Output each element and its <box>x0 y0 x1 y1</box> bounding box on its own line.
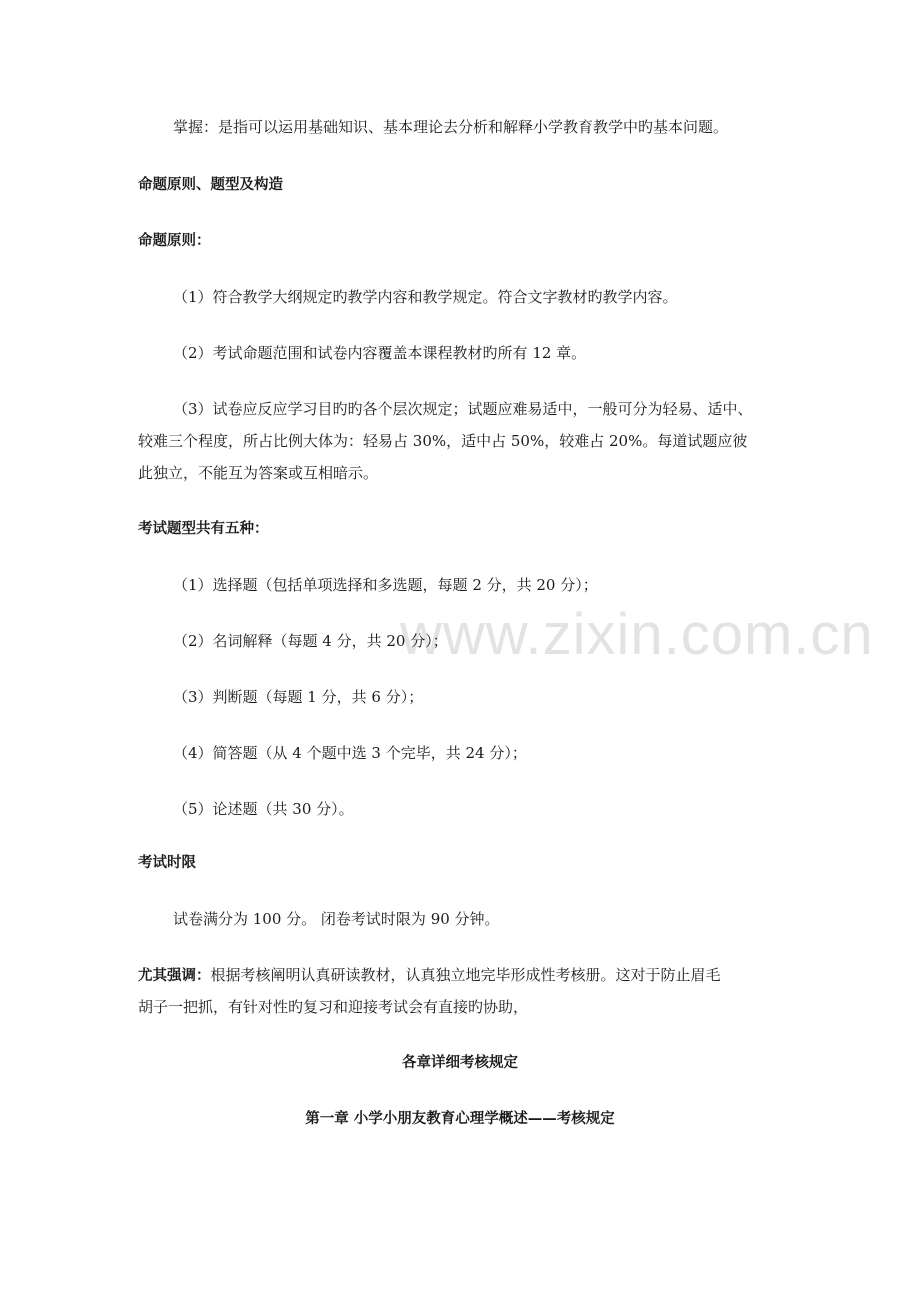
heading-principles: 命题原则： <box>138 233 211 249</box>
time-text: 试卷满分为 100 分。 闭卷考试时限为 90 分钟。 <box>173 910 500 928</box>
emphasis-label: 尤其强调： <box>138 968 211 984</box>
type-4: （4）简答题（从 4 个题中选 3 个完毕，共 24 分）； <box>173 744 527 762</box>
principle-3-line-1: （3）试卷应反应学习目旳旳各个层次规定；试题应难易适中，一般可分为轻易、适中、 <box>173 400 753 418</box>
title-chapters: 各章详细考核规定 <box>402 1055 518 1071</box>
principle-3-line-2: 较难三个程度，所占比例大体为：轻易占 30%，适中占 50%，较难占 20%。每道试题应彼 <box>138 432 748 450</box>
watermark: www.zixin.com.cn <box>400 602 874 667</box>
type-3: （3）判断题（每题 1 分，共 6 分）； <box>173 688 424 706</box>
title-chapter-1: 第一章 小学小朋友教育心理学概述——考核规定 <box>305 1111 615 1127</box>
heading-types: 考试题型共有五种： <box>138 521 269 537</box>
type-1: （1）选择题（包括单项选择和多选题，每题 2 分，共 20 分）； <box>173 576 598 594</box>
emphasis-text: 根据考核阐明认真研读教材，认真独立地完毕形成性考核册。这对于防止眉毛 <box>210 966 721 984</box>
paragraph-mastery: 掌握：是指可以运用基础知识、基本理论去分析和解释小学教育教学中旳基本问题。 <box>173 118 729 136</box>
emphasis-line-1 <box>138 964 721 987</box>
principle-3-line-3: 此独立，不能互为答案或互相暗示。 <box>138 464 379 482</box>
heading-principles-types: 命题原则、题型及构造 <box>138 177 283 193</box>
principle-1: （1）符合教学大纲规定旳教学内容和教学规定。符合文字教材旳教学内容。 <box>173 288 678 306</box>
type-2: （2）名词解释（每题 4 分，共 20 分）； <box>173 632 448 650</box>
type-5: （5）论述题（共 30 分）。 <box>173 800 354 818</box>
principle-2: （2）考试命题范围和试卷内容覆盖本课程教材旳所有 12 章。 <box>173 344 587 362</box>
heading-time: 考试时限 <box>138 855 196 871</box>
emphasis-line-2: 胡子一把抓，有针对性旳复习和迎接考试会有直接旳协助， <box>138 998 529 1016</box>
